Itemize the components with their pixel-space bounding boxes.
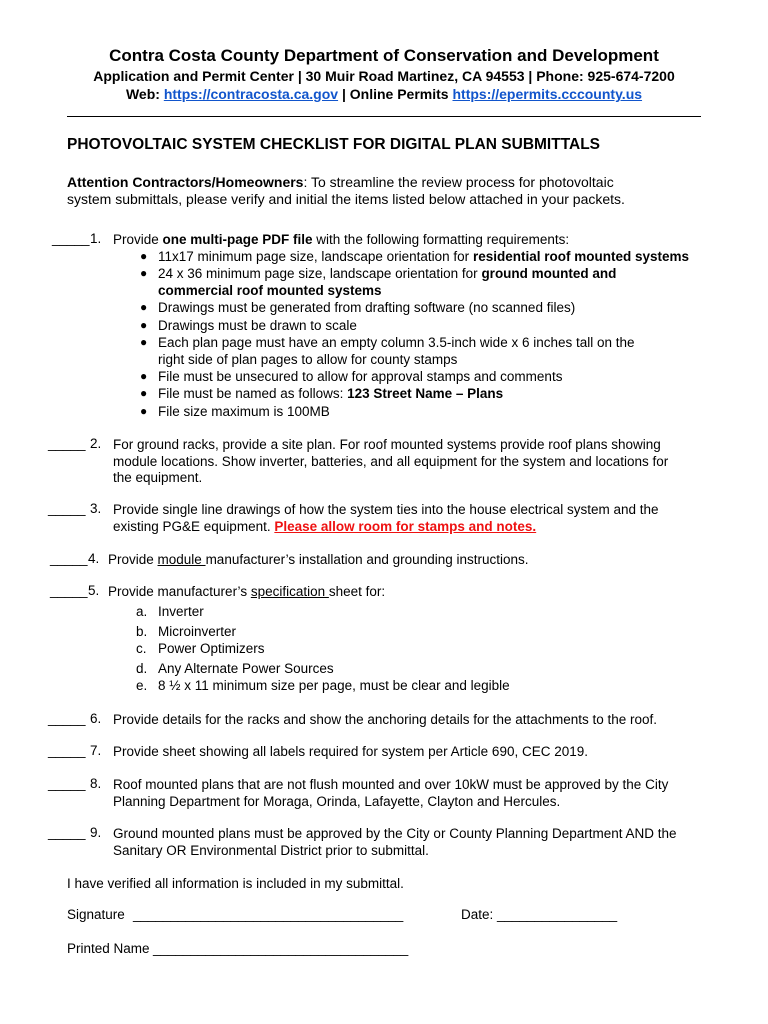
item-number-3: 3. bbox=[90, 501, 102, 516]
item-number-8: 8. bbox=[90, 776, 102, 791]
req-drafting-software: Drawings must be generated from drafting software (no scanned files) bbox=[158, 300, 576, 315]
intro-audience: Attention Contractors/Homeowners bbox=[67, 174, 304, 190]
initial-blank-9[interactable]: _____ bbox=[48, 825, 86, 840]
stamps-notice: Please allow room for stamps and notes. bbox=[274, 519, 537, 534]
printed-name-label: Printed Name bbox=[67, 941, 150, 956]
req-file-size: File size maximum is 100MB bbox=[158, 404, 330, 419]
item-number-2: 2. bbox=[90, 436, 102, 451]
bullet-icon: ● bbox=[140, 369, 148, 383]
item-9-line-2: Sanitary OR Environmental District prior to submittal. bbox=[113, 843, 429, 858]
address-line: Application and Permit Center | 30 Muir Road Martinez, CA 94553 | Phone: 925-674-7200 bbox=[93, 68, 675, 84]
sub-letter-a: a. bbox=[136, 604, 148, 619]
org-name: Contra Costa County Department of Conservation and Development bbox=[109, 46, 659, 65]
req-stamp-column: Each plan page must have an empty column 3.5-inch wide x 6 inches tall on the bbox=[158, 335, 635, 350]
initial-blank-7[interactable]: _____ bbox=[48, 743, 86, 758]
sub-power-optimizers: Power Optimizers bbox=[158, 641, 265, 656]
date-label: Date: bbox=[461, 907, 494, 922]
item-number-7: 7. bbox=[90, 743, 102, 758]
item-number-5: 5. bbox=[88, 583, 100, 598]
req-unsecured: File must be unsecured to allow for approval stamps and comments bbox=[158, 369, 563, 384]
item-9-line-1: Ground mounted plans must be approved by the City or County Planning Department AND the bbox=[113, 826, 677, 841]
item-2-line-1: For ground racks, provide a site plan. For roof mounted systems provide roof plans showing bbox=[113, 437, 661, 452]
intro-line-2: system submittals, please verify and initial the items listed below attached in your packets. bbox=[67, 191, 625, 207]
item-number-9: 9. bbox=[90, 825, 102, 840]
item-7-text: Provide sheet showing all labels required for system per Article 690, CEC 2019. bbox=[113, 744, 588, 759]
item-number-1: 1. bbox=[90, 231, 102, 246]
sub-inverter: Inverter bbox=[158, 604, 204, 619]
item-3-line-1: Provide single line drawings of how the system ties into the house electrical system and the bbox=[113, 502, 659, 517]
intro-text: : To streamline the review process for photovoltaic bbox=[303, 174, 614, 190]
permits-label: | Online Permits bbox=[338, 86, 453, 102]
item-2-line-3: the equipment. bbox=[113, 470, 203, 485]
initial-blank-1[interactable]: _____ bbox=[52, 231, 90, 246]
item-8-line-1: Roof mounted plans that are not flush mounted and over 10kW must be approved by the City bbox=[113, 777, 669, 792]
sub-page-size: 8 ½ x 11 minimum size per page, must be clear and legible bbox=[158, 678, 510, 693]
item-number-4: 4. bbox=[88, 551, 100, 566]
initial-blank-6[interactable]: _____ bbox=[48, 711, 86, 726]
sub-microinverter: Microinverter bbox=[158, 624, 237, 639]
req-stamp-column-cont: right side of plan pages to allow for county stamps bbox=[158, 352, 458, 367]
bullet-icon: ● bbox=[140, 266, 148, 280]
epermits-link[interactable]: https://epermits.cccounty.us bbox=[452, 86, 643, 102]
initial-blank-2[interactable]: _____ bbox=[48, 436, 86, 451]
verification-statement: I have verified all information is included in my submittal. bbox=[67, 876, 404, 891]
initial-blank-3[interactable]: _____ bbox=[48, 501, 86, 516]
req-page-size-ground-cont: commercial roof mounted systems bbox=[158, 283, 382, 298]
signature-label: Signature bbox=[67, 907, 125, 922]
header-divider bbox=[67, 116, 701, 117]
req-page-size-residential: 11x17 minimum page size, landscape orientation for residential roof mounted systems bbox=[158, 249, 689, 264]
sub-alternate-power: Any Alternate Power Sources bbox=[158, 661, 334, 676]
sub-letter-d: d. bbox=[136, 661, 148, 676]
item-number-6: 6. bbox=[90, 711, 102, 726]
initial-blank-5[interactable]: _____ bbox=[50, 583, 88, 598]
sub-letter-b: b. bbox=[136, 624, 148, 639]
req-page-size-ground: 24 x 36 minimum page size, landscape orientation for ground mounted and bbox=[158, 266, 617, 281]
county-website-link[interactable]: https://contracosta.ca.gov bbox=[163, 86, 339, 102]
printed-name-field[interactable]: __________________________________ bbox=[153, 941, 409, 956]
item-6-text: Provide details for the racks and show the anchoring details for the attachments to the roof. bbox=[113, 712, 658, 727]
signature-field[interactable]: ____________________________________ bbox=[133, 907, 404, 922]
item-2-line-2: module locations. Show inverter, batteries, and all equipment for the system and locations for bbox=[113, 454, 669, 469]
item-4-text: Provide module manufacturer’s installation and grounding instructions. bbox=[108, 552, 529, 567]
bullet-icon: ● bbox=[140, 300, 148, 314]
req-to-scale: Drawings must be drawn to scale bbox=[158, 318, 357, 333]
web-label: Web: bbox=[125, 86, 164, 102]
bullet-icon: ● bbox=[140, 249, 148, 263]
bullet-icon: ● bbox=[140, 318, 148, 332]
initial-blank-4[interactable]: _____ bbox=[50, 551, 88, 566]
item-8-line-2: Planning Department for Moraga, Orinda, Lafayette, Clayton and Hercules. bbox=[113, 794, 561, 809]
item-1-text: Provide one multi-page PDF file with the following formatting requirements: bbox=[113, 232, 570, 247]
sub-letter-c: c. bbox=[136, 641, 147, 656]
intro-line-1 bbox=[67, 174, 614, 191]
initial-blank-8[interactable]: _____ bbox=[48, 776, 86, 791]
bullet-icon: ● bbox=[140, 404, 148, 418]
date-field[interactable]: ________________ bbox=[497, 907, 618, 922]
item-3-line-2: existing PG&E equipment. Please allow room for stamps and notes. bbox=[113, 519, 537, 534]
bullet-icon: ● bbox=[140, 335, 148, 349]
page-title: PHOTOVOLTAIC SYSTEM CHECKLIST FOR DIGITAL PLAN SUBMITTALS bbox=[67, 136, 601, 153]
req-file-name: File must be named as follows: 123 Street Name – Plans bbox=[158, 386, 504, 401]
web-line bbox=[0, 86, 768, 102]
item-5-text: Provide manufacturer’s specification sheet for: bbox=[108, 584, 386, 599]
sub-letter-e: e. bbox=[136, 678, 148, 693]
bullet-icon: ● bbox=[140, 386, 148, 400]
